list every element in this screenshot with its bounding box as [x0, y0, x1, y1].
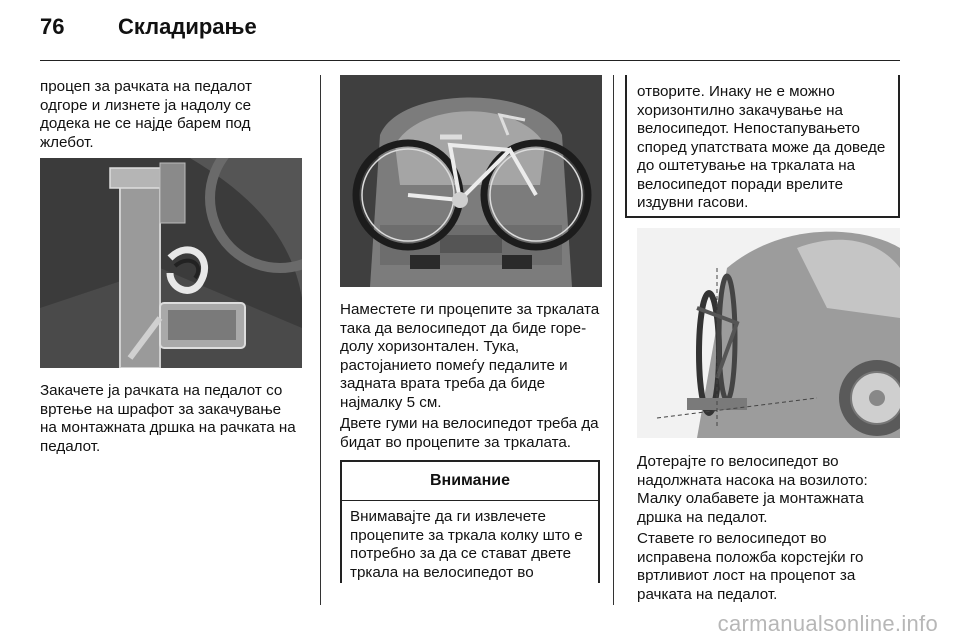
- left-paragraph-bottom: Закачете ја рачката на педалот со вртење на шрафот за закачување на монтажната дршка на рачката на педалот.: [40, 382, 296, 455]
- column-divider-right: [613, 75, 614, 605]
- header-rule: [40, 60, 900, 61]
- notice-title: Внимание: [342, 462, 598, 501]
- notice-continued-text: отворите. Инаку не е можно хоризонтилно закачување на велосипедот. Непостапувањето според упатствата може да доведе до оштетување на тркалата на велосипедот поради врелите издувни гасови.: [637, 83, 886, 211]
- right-paragraph-2: Ставете го велосипедот во исправена положба корстејќи го вртливиот лост на процепот за рачката на педалот.: [637, 530, 864, 603]
- right-paragraph-1: Дотерајте го велосипедот во надолжната насока на возилото: Малку олабавете ја монтажната дршка на педалот.: [637, 453, 868, 526]
- middle-paragraph-2: Двете гуми на велосипедот треба да бидат во процепите за тркалата.: [340, 415, 599, 451]
- notice-box: [340, 460, 600, 583]
- bicycle-alignment-illustration: [637, 228, 900, 438]
- left-paragraph-top: процеп за рачката на педалот одгоре и лизнете ја надолу се додека не се најде барем под жлебот.: [40, 78, 252, 151]
- chapter-title: Складирање: [118, 14, 257, 39]
- pedal-clamp-illustration: [40, 158, 302, 368]
- watermark: carmanualsonline.info: [717, 611, 938, 636]
- bicycle-on-carrier-rear-view-illustration: [340, 75, 602, 287]
- column-divider-left: [320, 75, 321, 605]
- notice-continued-box: [625, 75, 900, 218]
- page-number: 76: [40, 14, 65, 39]
- middle-paragraph-1: Наместете ги процепите за тркалата така да велосипедот да биде горе-долу хоризонтален. Тука, растојанието помеѓу педалите и задната врата треба да биде најмалку 5 cм.: [340, 301, 600, 411]
- notice-body: Внимавајте да ги извлечете процепите за тркала колку што е потребно за да се стават двете тркала на велосипедот во: [350, 508, 583, 581]
